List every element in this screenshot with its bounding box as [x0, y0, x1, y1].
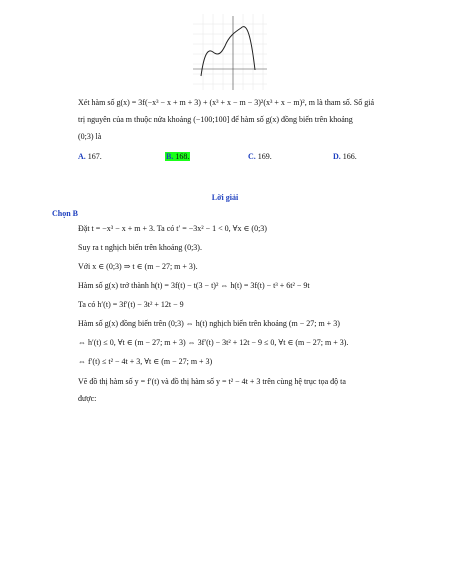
solution-line-3: Với x ∈ (0;3) ⇒ t ∈ (m − 27; m + 3).: [78, 262, 198, 271]
solution-line-6: Hàm số g(x) đồng biến trên (0;3) ⇔ h(t) nghịch biến trên khoảng (m − 27; m + 3): [78, 319, 340, 328]
option-c-value: 169.: [257, 152, 272, 161]
option-d-value: 166.: [342, 152, 357, 161]
option-c[interactable]: [248, 152, 272, 161]
option-b-letter: B.: [166, 152, 174, 161]
option-a-letter: A.: [78, 152, 86, 161]
option-a-value: 167.: [87, 152, 102, 161]
solution-choice: Chọn B: [52, 209, 79, 218]
question-line-3: (0;3) là: [78, 132, 102, 141]
solution-line-4: Hàm số g(x) trở thành h(t) = 3f(t) − t(3 − t)² ⇔ h(t) = 3f(t) − t³ + 6t² − 9t: [78, 281, 310, 290]
solution-heading: Lời giải: [211, 193, 239, 202]
option-a[interactable]: [78, 152, 102, 161]
option-d-letter: D.: [333, 152, 341, 161]
option-c-letter: C.: [248, 152, 256, 161]
question-line-1: Xét hàm số g(x) = 3f(−x³ − x + m + 3) + (x³ + x − m − 3)²(x³ + x − m)², m là tham số. Số giá: [78, 98, 375, 107]
option-b[interactable]: [165, 152, 190, 161]
solution-line-9: Vẽ đồ thị hàm số y = f′(t) và đồ thị hàm số y = t² − 4t + 3 trên cùng hệ trục tọa độ ta: [78, 377, 346, 386]
function-graph: [193, 14, 267, 90]
solution-line-10: được:: [78, 394, 97, 403]
solution-line-7: ⇔ h′(t) ≤ 0, ∀t ∈ (m − 27; m + 3) ⇔ 3f′(t) − 3t² + 12t − 9 ≤ 0, ∀t ∈ (m − 27; m + 3).: [78, 338, 349, 347]
graph-grid: [193, 14, 267, 90]
function-graph-svg: [193, 14, 267, 90]
option-b-value: 168.: [175, 152, 190, 161]
solution-line-8: ⇔ f′(t) ≤ t² − 4t + 3, ∀t ∈ (m − 27; m + 3): [78, 357, 213, 366]
solution-line-1: Đặt t = −x³ − x + m + 3. Ta có t′ = −3x² − 1 < 0, ∀x ∈ (0;3): [78, 224, 267, 233]
question-line-2: trị nguyên của m thuộc nửa khoảng (−100;100] để hàm số g(x) đồng biến trên khoảng: [78, 115, 353, 124]
option-d[interactable]: [333, 152, 357, 161]
solution-line-5: Ta có h′(t) = 3f′(t) − 3t² + 12t − 9: [78, 300, 184, 309]
option-b-highlight: [165, 152, 190, 161]
solution-line-2: Suy ra t nghịch biến trên khoảng (0;3).: [78, 243, 202, 252]
